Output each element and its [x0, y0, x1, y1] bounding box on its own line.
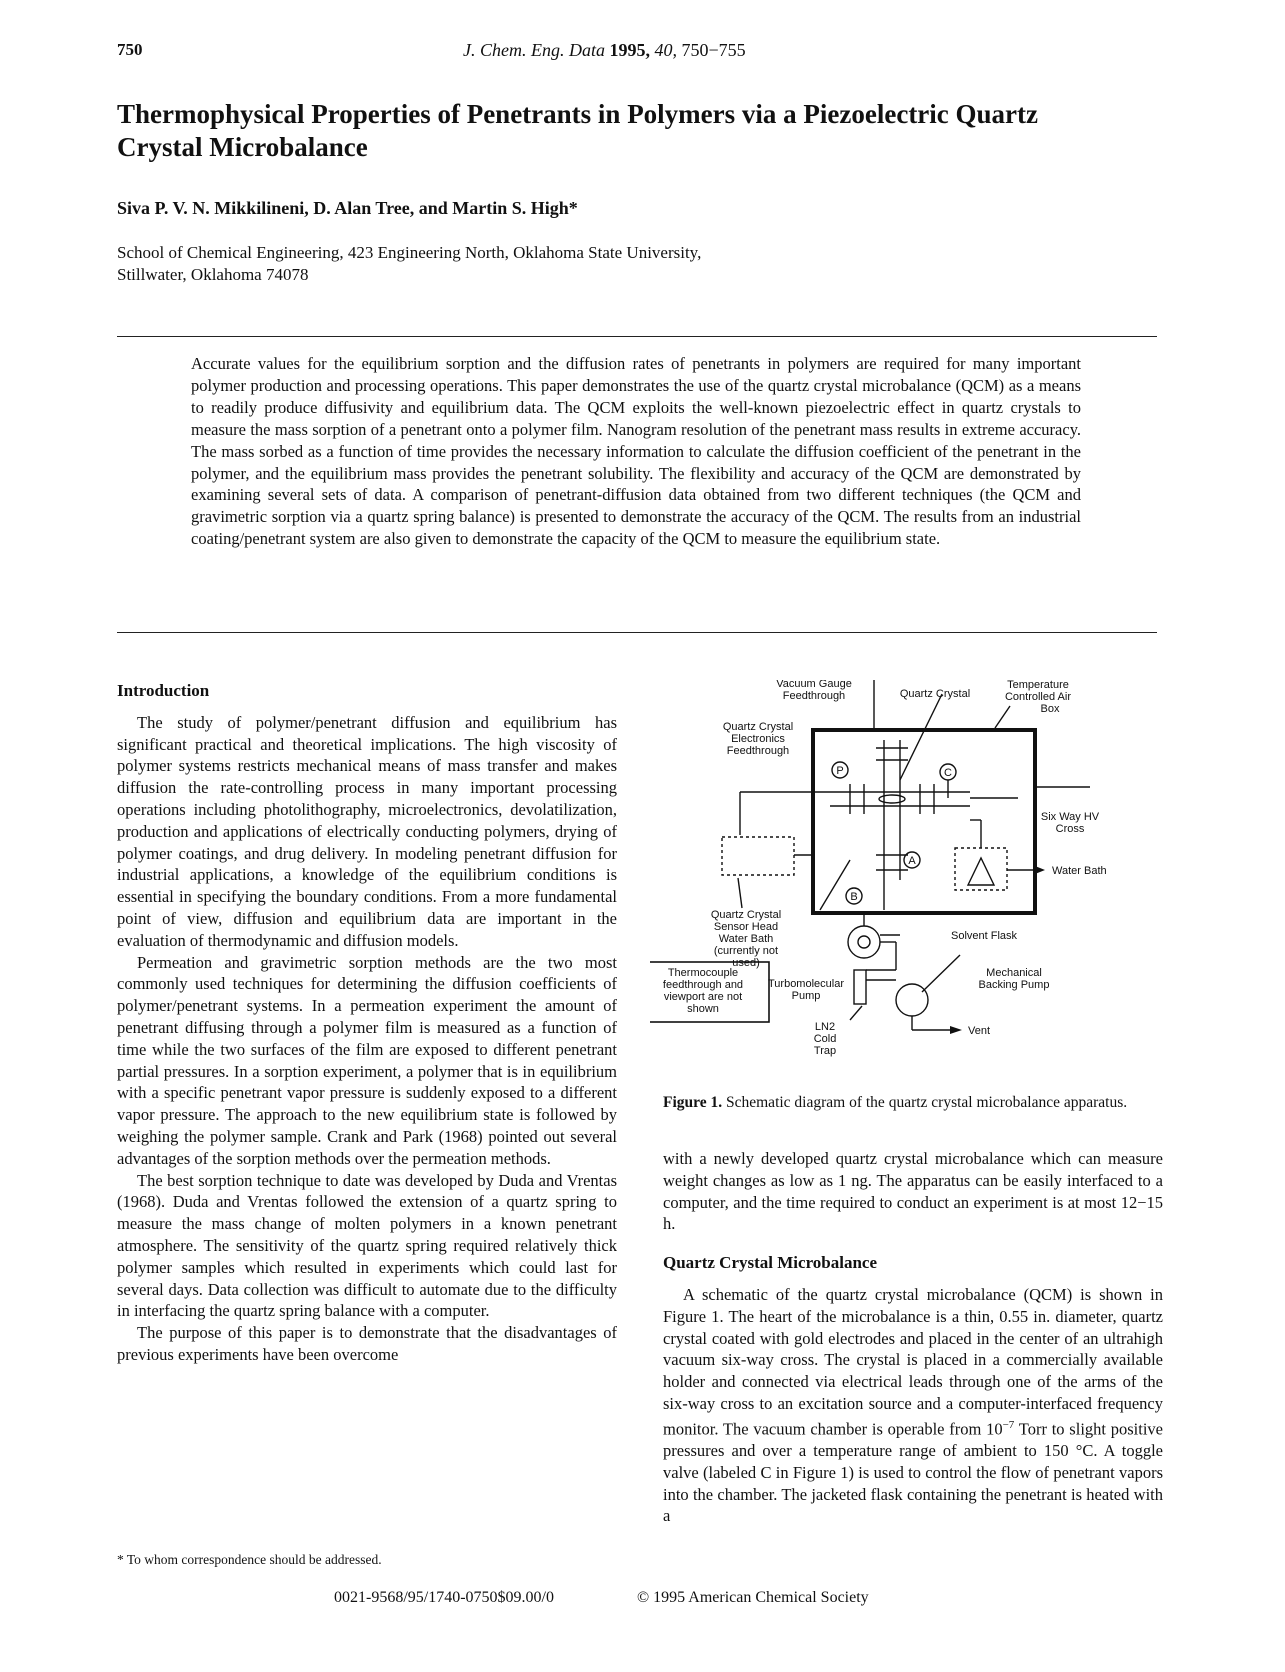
label-ln2-1: LN2: [814, 1021, 836, 1033]
label-thermocouple-4: shown: [687, 1003, 719, 1015]
label-qc-electronics-2: Electronics: [731, 733, 785, 745]
label-solvent-flask: Solvent Flask: [951, 930, 1018, 942]
label-ln2-3: Trap: [813, 1045, 837, 1057]
intro-paragraph-3: The best sorption technique to date was developed by Duda and Vrentas (1968). Duda and Vrentas followed the extension of a quartz spring to measure the mass change of molten polymers in a known penetrant atmosphere. The sensitivity of the quartz spring required relatively thick polymer samples which resulted in experiments which could last for several days. Data collection was difficult to automate due to the difficulty in interfacing the quartz spring balance with a computer.: [117, 1170, 617, 1321]
intro-paragraph-2: Permeation and gravimetric sorption methods are the two most commonly used techniques for determining the diffusion coefficients of polymer/penetrant systems. In a permeation experiment the amount of penetrant diffusing through a polymer film is measured as a function of time while the two surfaces of the film are exposed to different penetrant partial pressures. In a sorption experiment, a polymer that is in equilibrium with a specific penetrant vapor pressure is suddenly exposed to a different vapor pressure. The approach to the new equilibrium state is followed by weighing the polymer sample. Crank and Park (1968) pointed out several advantages of the sorption methods over the permeation methods.: [117, 952, 617, 1168]
journal-year: 1995,: [609, 40, 650, 60]
label-six-way-2: Cross: [1055, 823, 1085, 835]
valve-a-label: A: [908, 855, 916, 867]
affiliation: [117, 242, 937, 286]
label-vacuum-gauge-1: Vacuum Gauge: [776, 680, 852, 690]
exponent: −7: [1002, 1418, 1015, 1431]
intro-paragraph-1: The study of polymer/penetrant diffusion and equilibrium has significant practical and theoretical implications. The high viscosity of polymer systems restricts mechanical means of mass transfer and makes diffusion the rate-controlling process in many important processing operations including photolithography, microelectronics, devolatilization, production and applications of electrically conducting polymers, drying of polymer coatings, and drug delivery. In modeling penetrant diffusion for industrial applications, a knowledge of the equilibrium conditions is essential in specifying the boundary conditions. From a more fundamental point of view, diffusion and equilibrium data are important in the evaluation of thermodynamic and diffusion models.: [117, 712, 617, 950]
label-vent: Vent: [968, 1025, 991, 1037]
label-sensor-4: (currently not: [713, 945, 779, 957]
qcm-paragraph-1: [663, 1284, 1163, 1527]
valve-b-label: B: [850, 891, 858, 903]
label-qc-electronics-3: Feedthrough: [726, 745, 790, 757]
label-temperature-1: Temperature: [1007, 680, 1069, 691]
qcm-paragraph-1-text-b: Torr to slight positive pressures and over a temperature range of ambient to 150 °C. A toggle valve (labeled C in Figure 1) is used to control the flow of penetrant vapors into the chamber. The jacketed flask containing the penetrant is heated with a: [663, 1419, 1163, 1526]
right-column: [663, 1148, 1163, 1527]
label-water-bath: Water Bath: [1052, 865, 1107, 877]
label-thermocouple-2: feedthrough and: [662, 979, 744, 991]
journal-name: J. Chem. Eng. Data: [463, 40, 605, 60]
journal-pages: 750−755: [681, 40, 746, 60]
label-sensor-1: Quartz Crystal: [710, 909, 782, 921]
section-heading-qcm: Quartz Crystal Microbalance: [663, 1253, 878, 1273]
figure-1-caption: [663, 1093, 1161, 1113]
authors: Siva P. V. N. Mikkilineni, D. Alan Tree, and Martin S. High*: [117, 198, 578, 218]
label-sensor-5: used): [732, 957, 760, 969]
intro-paragraph-4: The purpose of this paper is to demonstrate that the disadvantages of previous experiments have been overcome: [117, 1323, 617, 1364]
label-mechanical-2: Backing Pump: [978, 979, 1050, 991]
label-temperature-3: Box: [1040, 703, 1060, 715]
affiliation-line-1: School of Chemical Engineering, 423 Engineering North, Oklahoma State University,: [117, 243, 702, 262]
air-box-outline: [813, 730, 1035, 913]
label-sensor-3: Water Bath: [718, 933, 774, 945]
sensor-water-bath: [722, 837, 794, 875]
section-heading-introduction: Introduction: [117, 681, 210, 700]
figure-1-caption-text: Schematic diagram of the quartz crystal microbalance apparatus.: [726, 1094, 1128, 1111]
label-thermocouple-3: viewport are not: [663, 991, 743, 1003]
right-paragraph-1: with a newly developed quartz crystal microbalance which can measure weight changes as low as 1 ng. The apparatus can be easily interfaced to a computer, and the time required to conduct an experiment is at most 12−15 h.: [663, 1149, 1163, 1234]
affiliation-line-2: Stillwater, Oklahoma 74078: [117, 265, 309, 284]
abstract: Accurate values for the equilibrium sorption and the diffusion rates of penetrants in polymers are required for many important polymer production and processing operations. This paper demonstrates the use of the quartz crystal microbalance (QCM) as a means to readily produce diffusivity and equilibrium data. The QCM exploits the well-known piezoelectric effect in quartz crystals to measure the mass sorption of a penetrant onto a polymer film. Nanogram resolution of the penetrant mass results in extreme accuracy. The mass sorbed as a function of time provides the necessary information to calculate the diffusion coefficient of the penetrant in the polymer, and the equilibrium mass provides the penetrant solubility. The flexibility and accuracy of the QCM are demonstrated by examining several sets of data. A comparison of penetrant-diffusion data obtained from two different techniques (the QCM and gravimetric sorption via a quartz spring balance) is presented to demonstrate the accuracy of the QCM. The results from an industrial coating/penetrant system are also given to demonstrate the capacity of the QCM to measure the equilibrium state.: [191, 354, 1081, 549]
figure-1-label: Figure 1.: [663, 1094, 723, 1111]
abstract-top-rule: [117, 336, 1157, 337]
qcm-paragraph-1-text-a: A schematic of the quartz crystal microbalance (QCM) is shown in Figure 1. The heart of the microbalance is a thin, 0.55 in. diameter, quartz crystal coated with gold electrodes and placed in the center of an ultrahigh vacuum six-way cross. The crystal is placed in a commercially available holder and connected via electrical leads through one of the arms of the six-way cross to an excitation source and a computer-interfaced frequency monitor. The vacuum chamber is operable from 10: [663, 1284, 1163, 1439]
label-mechanical-1: Mechanical: [986, 967, 1042, 979]
label-vacuum-gauge-2: Feedthrough: [782, 690, 846, 702]
journal-volume: 40,: [654, 40, 677, 60]
footer-copyright: © 1995 American Chemical Society: [637, 1589, 869, 1606]
abstract-bottom-rule: [117, 632, 1157, 633]
figure-1-schematic: [650, 680, 1160, 1080]
label-sensor-2: Sensor Head: [713, 921, 779, 933]
label-turbo-2: Pump: [791, 990, 821, 1002]
footnote: * To whom correspondence should be addressed.: [117, 1552, 382, 1567]
page-number: 750: [117, 40, 143, 59]
label-turbo-1: Turbomolecular: [767, 978, 845, 990]
valve-c-label: C: [944, 767, 952, 779]
left-column: [117, 680, 617, 1366]
label-temperature-2: Controlled Air: [1004, 691, 1072, 703]
label-six-way-1: Six Way HV: [1040, 811, 1100, 823]
label-qc-electronics-1: Quartz Crystal: [722, 721, 794, 733]
label-quartz-crystal: Quartz Crystal: [899, 688, 971, 700]
label-ln2-2: Cold: [813, 1033, 837, 1045]
journal-citation: [463, 40, 746, 61]
paper-title: Thermophysical Properties of Penetrants in Polymers via a Piezoelectric Quartz Crystal Microbalance: [117, 99, 1039, 162]
valve-p-label: P: [836, 765, 844, 777]
label-thermocouple-1: Thermocouple: [667, 967, 739, 979]
footer-code: 0021-9568/95/1740-0750$09.00/0: [334, 1589, 554, 1606]
